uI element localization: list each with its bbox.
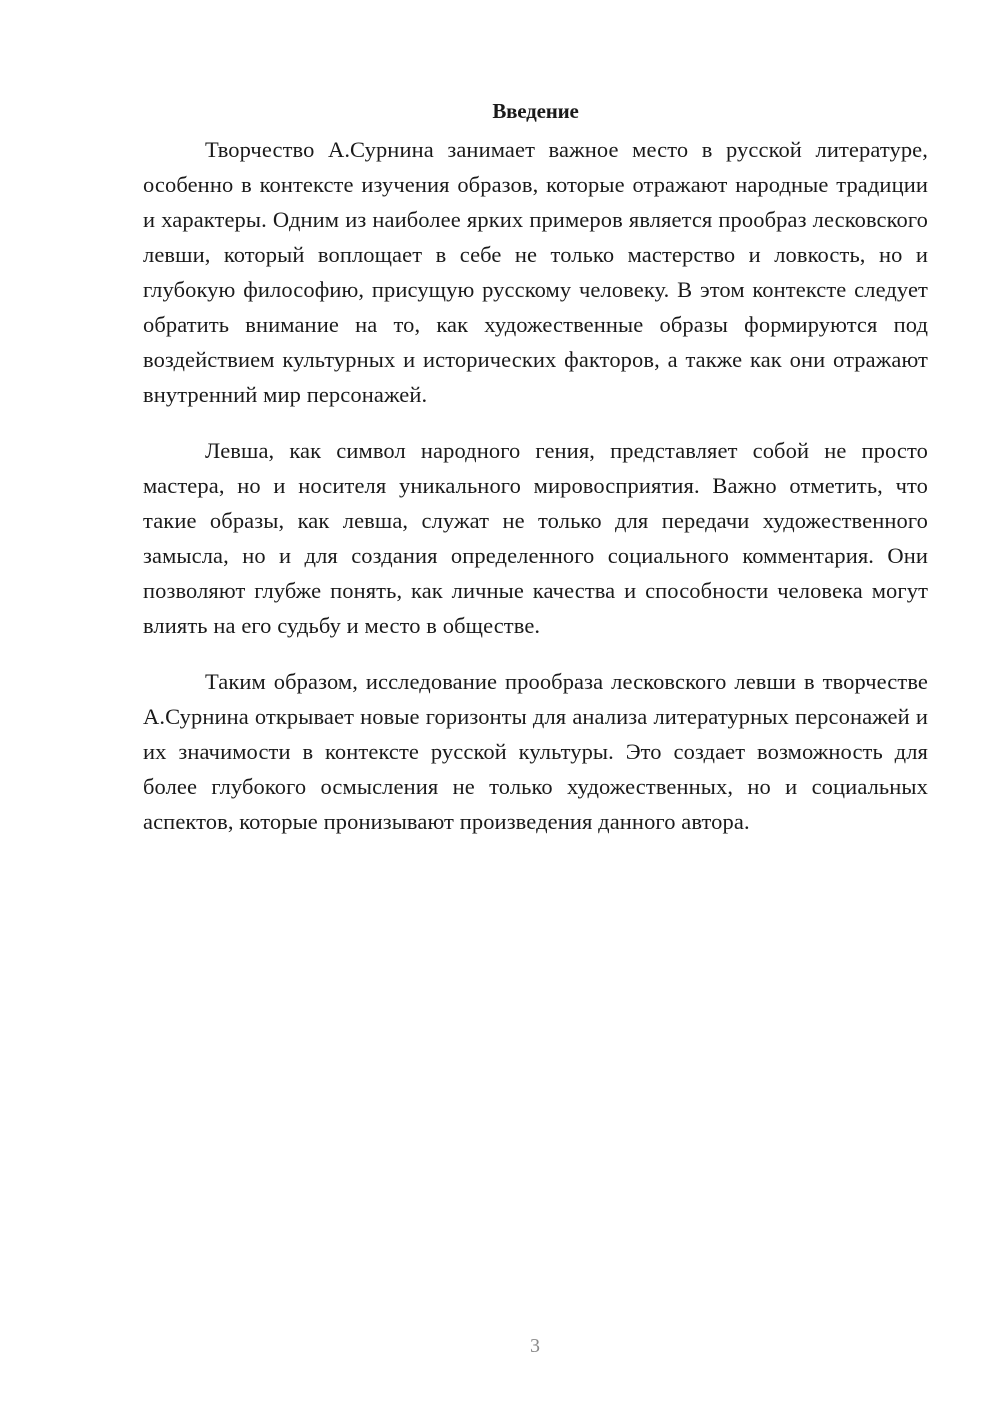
page-body — [143, 96, 928, 860]
section-heading: Введение — [492, 99, 579, 123]
paragraph-2: Левша, как символ народного гения, представляет собой не просто мастера, но и носителя уникального мировосприятия. Важно отметить, что такие образы, как левша, служат не только для передачи художественного замысла, но и для создания определенного социального комментария. Они позволяют глубже понять, как личные качества и способности человека могут влиять на его судьбу и место в обществе. — [143, 438, 928, 638]
paragraph-1: Творчество А.Сурнина занимает важное место в русской литературе, особенно в контексте изучения образов, которые отражают народные традиции и характеры. Одним из наиболее ярких примеров является прообраз лесковского левши, который воплощает в себе не только мастерство и ловкость, но и глубокую философию, присущую русскому человеку. В этом контексте следует обратить внимание на то, как художественные образы формируются под воздействием культурных и исторических факторов, а также как они отражают внутренний мир персонажей. — [143, 137, 928, 407]
page-number: 3 — [530, 1335, 540, 1357]
paragraph-3: Таким образом, исследование прообраза лесковского левши в творчестве А.Сурнина открывает новые горизонты для анализа литературных персонажей и их значимости в контексте русской культуры. Это создает возможность для более глубокого осмысления не только художественных, но и социальных аспектов, которые пронизывают произведения данного автора. — [143, 669, 928, 834]
